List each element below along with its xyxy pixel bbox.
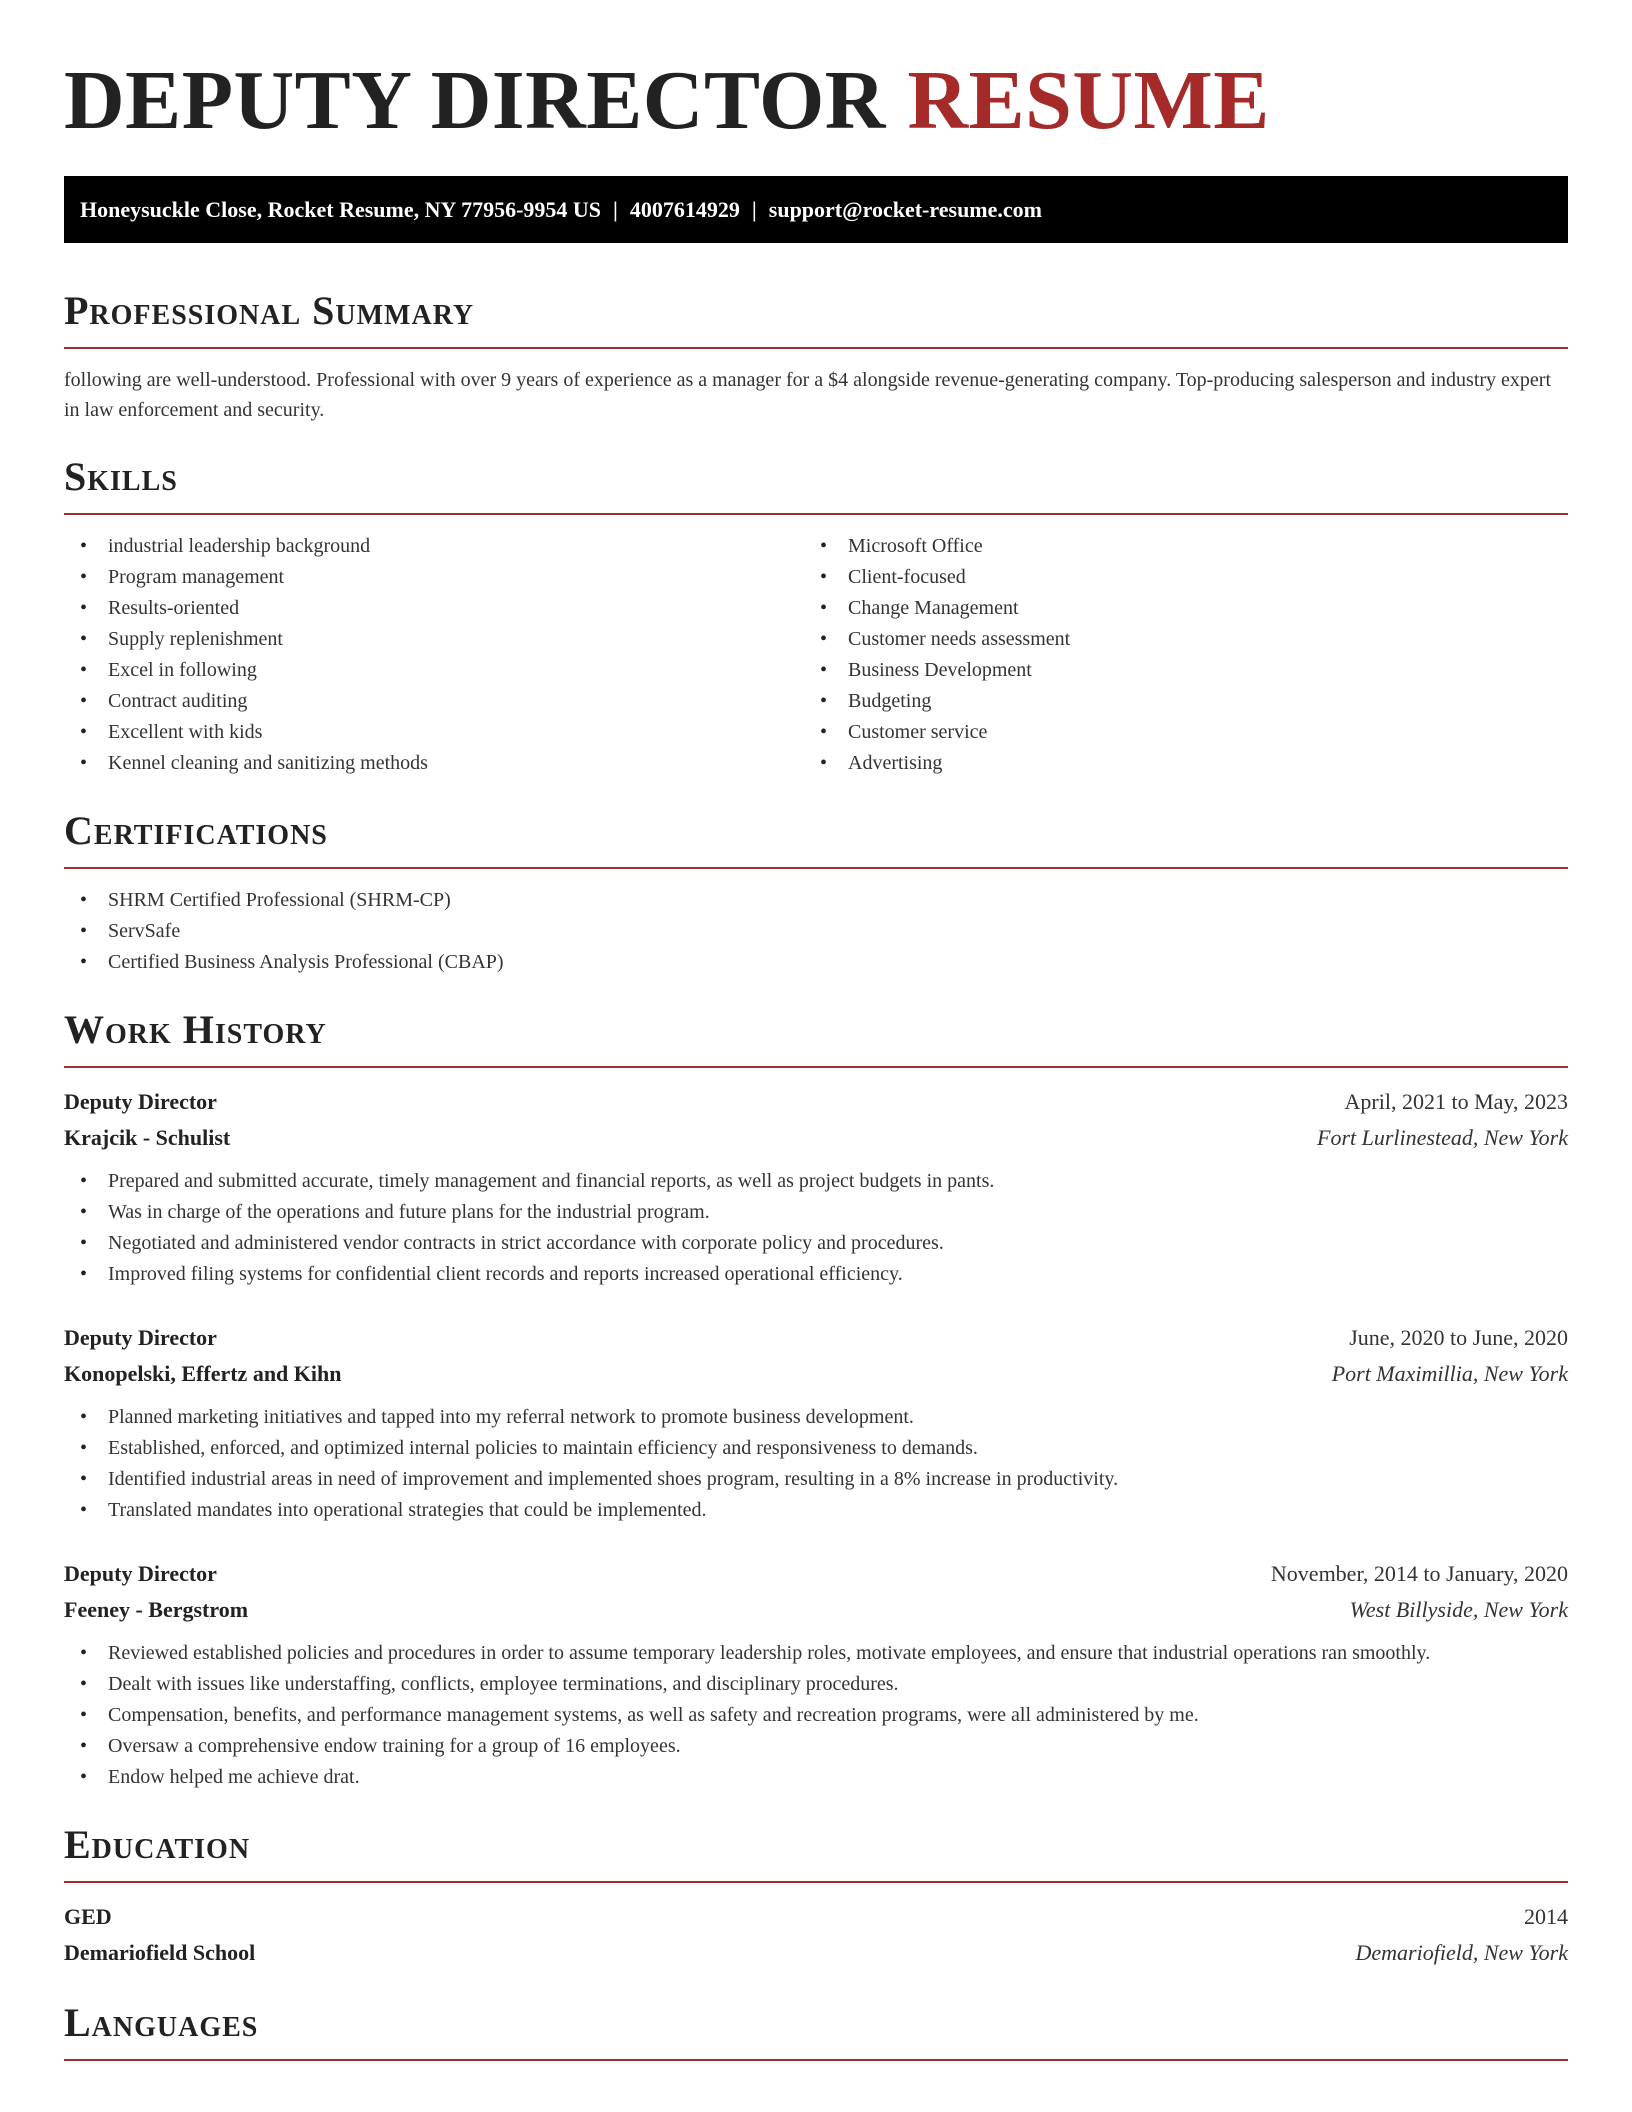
title-main: DEPUTY DIRECTOR bbox=[64, 54, 886, 147]
job-bullet: • Was in charge of the operations and future plans for the industrial program. bbox=[64, 1197, 1568, 1228]
skill-item: • Budgeting bbox=[804, 686, 1544, 717]
languages-section bbox=[64, 1999, 1568, 2061]
certification-item: • ServSafe bbox=[64, 916, 1568, 947]
education-school: Demariofield School bbox=[64, 1940, 256, 1965]
skill-item: • Contract auditing bbox=[64, 686, 804, 717]
job-bullets bbox=[64, 1402, 1568, 1526]
skill-item: • Excellent with kids bbox=[64, 717, 804, 748]
job-bullets bbox=[64, 1166, 1568, 1290]
job-title: Deputy Director bbox=[64, 1561, 217, 1586]
job-subheader bbox=[64, 1356, 1568, 1392]
certifications-section bbox=[64, 807, 1568, 978]
education-degree: GED bbox=[64, 1904, 112, 1929]
education-year: 2014 bbox=[1524, 1904, 1568, 1929]
job-bullet: • Prepared and submitted accurate, timely management and financial reports, as well as project budgets in pants. bbox=[64, 1166, 1568, 1197]
education-header bbox=[64, 1899, 1568, 1935]
title-accent: RESUME bbox=[907, 54, 1270, 147]
contact-email: support@rocket-resume.com bbox=[768, 197, 1042, 222]
contact-address: Honeysuckle Close, Rocket Resume, NY 77956-9954 US bbox=[80, 197, 602, 222]
section-divider bbox=[64, 1881, 1568, 1883]
certifications-list bbox=[64, 885, 1568, 978]
education-section bbox=[64, 1821, 1568, 1971]
section-divider bbox=[64, 347, 1568, 349]
job-subheader bbox=[64, 1592, 1568, 1628]
skill-item: • Results-oriented bbox=[64, 593, 804, 624]
job-bullet: • Identified industrial areas in need of improvement and implemented shoes program, resulting in a 8% increase in productivity. bbox=[64, 1464, 1568, 1495]
job-location: West Billyside, New York bbox=[1349, 1597, 1568, 1622]
certification-item: • Certified Business Analysis Professional (CBAP) bbox=[64, 947, 1568, 978]
job-dates: November, 2014 to January, 2020 bbox=[1270, 1561, 1568, 1586]
job-header bbox=[64, 1320, 1568, 1356]
skills-heading: Skills bbox=[64, 454, 178, 499]
skill-item: • Program management bbox=[64, 562, 804, 593]
job-title: Deputy Director bbox=[64, 1089, 217, 1114]
resume-title bbox=[64, 0, 1568, 146]
job-entry bbox=[64, 1320, 1568, 1526]
job-header bbox=[64, 1556, 1568, 1592]
education-subheader bbox=[64, 1935, 1568, 1971]
section-divider bbox=[64, 867, 1568, 869]
skills-section bbox=[64, 453, 1568, 779]
job-bullet: • Oversaw a comprehensive endow training for a group of 16 employees. bbox=[64, 1731, 1568, 1762]
section-divider bbox=[64, 513, 1568, 515]
job-bullet: • Negotiated and administered vendor contracts in strict accordance with corporate policy and procedures. bbox=[64, 1228, 1568, 1259]
job-subheader bbox=[64, 1120, 1568, 1156]
job-location: Fort Lurlinestead, New York bbox=[1317, 1125, 1568, 1150]
contact-separator: | bbox=[613, 197, 618, 222]
skill-item: • Business Development bbox=[804, 655, 1544, 686]
education-entry bbox=[64, 1899, 1568, 1971]
job-bullet: • Improved filing systems for confidential client records and reports increased operational efficiency. bbox=[64, 1259, 1568, 1290]
job-bullets bbox=[64, 1638, 1568, 1793]
work-section bbox=[64, 1006, 1568, 1793]
skill-item: • Client-focused bbox=[804, 562, 1544, 593]
skill-item: • Advertising bbox=[804, 748, 1544, 779]
certifications-heading: Certifications bbox=[64, 808, 328, 853]
job-bullet: • Planned marketing initiatives and tapped into my referral network to promote business development. bbox=[64, 1402, 1568, 1433]
job-bullet: • Compensation, benefits, and performance management systems, as well as safety and recreation programs, were all administered by me. bbox=[64, 1700, 1568, 1731]
job-bullet: • Dealt with issues like understaffing, conflicts, employee terminations, and disciplinary procedures. bbox=[64, 1669, 1568, 1700]
job-bullet: • Reviewed established policies and procedures in order to assume temporary leadership roles, motivate employees, and ensure that industrial operations ran smoothly. bbox=[64, 1638, 1568, 1669]
education-heading: Education bbox=[64, 1822, 251, 1867]
contact-separator: | bbox=[751, 197, 757, 222]
contact-bar bbox=[64, 176, 1568, 243]
job-company: Krajcik - Schulist bbox=[64, 1125, 231, 1150]
summary-section bbox=[64, 287, 1568, 425]
summary-heading: Professional Summary bbox=[64, 288, 475, 333]
contact-phone: 4007614929 bbox=[629, 197, 740, 222]
skill-item: • Customer needs assessment bbox=[804, 624, 1544, 655]
skill-item: • Microsoft Office bbox=[804, 531, 1544, 562]
section-divider bbox=[64, 1066, 1568, 1068]
resume-page bbox=[64, 0, 1568, 2061]
skills-list-left bbox=[64, 531, 804, 779]
job-dates: June, 2020 to June, 2020 bbox=[1349, 1325, 1568, 1350]
job-entry bbox=[64, 1556, 1568, 1793]
section-divider bbox=[64, 2059, 1568, 2061]
skill-item: • industrial leadership background bbox=[64, 531, 804, 562]
skill-item: • Change Management bbox=[804, 593, 1544, 624]
work-heading: Work History bbox=[64, 1007, 327, 1052]
job-company: Konopelski, Effertz and Kihn bbox=[64, 1361, 342, 1386]
job-bullet: • Endow helped me achieve drat. bbox=[64, 1762, 1568, 1793]
skill-item: • Customer service bbox=[804, 717, 1544, 748]
certification-item: • SHRM Certified Professional (SHRM-CP) bbox=[64, 885, 1568, 916]
job-company: Feeney - Bergstrom bbox=[64, 1597, 249, 1622]
skill-item: • Supply replenishment bbox=[64, 624, 804, 655]
job-bullet: • Translated mandates into operational strategies that could be implemented. bbox=[64, 1495, 1568, 1526]
job-entry bbox=[64, 1084, 1568, 1290]
job-bullet: • Established, enforced, and optimized internal policies to maintain efficiency and responsiveness to demands. bbox=[64, 1433, 1568, 1464]
summary-text: following are well-understood. Professional with over 9 years of experience as a manager for a $4 alongside revenue-generating company. Top-producing salesperson and industry expert in law enforcement and security. bbox=[64, 369, 1552, 421]
skills-columns bbox=[64, 531, 1568, 779]
languages-heading: Languages bbox=[64, 2000, 259, 2045]
job-location: Port Maximillia, New York bbox=[1331, 1361, 1568, 1386]
skill-item: • Kennel cleaning and sanitizing methods bbox=[64, 748, 804, 779]
job-dates: April, 2021 to May, 2023 bbox=[1344, 1089, 1568, 1114]
skills-list-right bbox=[804, 531, 1544, 779]
job-title: Deputy Director bbox=[64, 1325, 217, 1350]
skill-item: • Excel in following bbox=[64, 655, 804, 686]
education-location: Demariofield, New York bbox=[1355, 1940, 1568, 1965]
job-header bbox=[64, 1084, 1568, 1120]
